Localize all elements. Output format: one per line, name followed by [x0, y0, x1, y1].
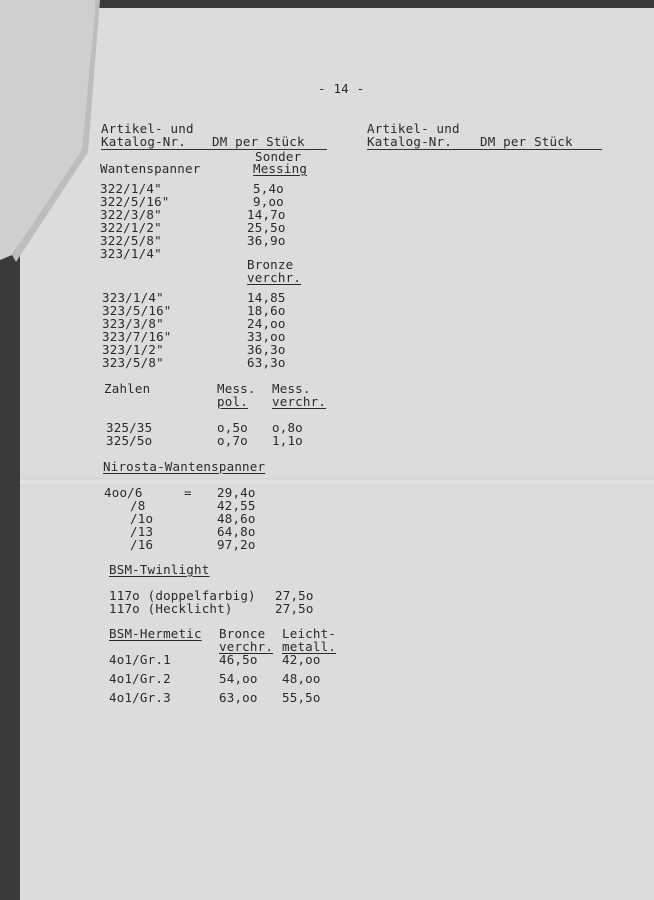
table-row-price: 24,oo: [247, 316, 286, 331]
left-header-price: DM per Stück: [212, 134, 305, 149]
table-row-price: 36,9o: [247, 233, 286, 248]
twinlight-title: BSM-Twinlight: [109, 562, 210, 577]
document-page: [20, 8, 654, 900]
table-row-nr: 323/5/16": [102, 303, 172, 318]
wantenspanner-sub1: Sonder: [255, 149, 302, 164]
table-row-nr: /16: [130, 537, 154, 552]
table-row-nr: 325/35: [106, 420, 153, 435]
table-row-nr: 323/1/2": [102, 342, 164, 357]
table-row-price: 64,8o: [217, 524, 256, 539]
table-row-nr: 322/5/8": [100, 233, 162, 248]
table-row-value: o,8o: [272, 420, 303, 435]
table-row-nr: 117o (Hecklicht): [109, 601, 233, 616]
table-row-value: 42,oo: [282, 652, 321, 667]
table-row-value: o,5o: [217, 420, 248, 435]
table-row-value: 54,oo: [219, 671, 258, 686]
table-row-nr: 117o (doppelfarbig): [109, 588, 256, 603]
zahlen-col2-a: Mess.: [272, 381, 311, 396]
table-row-price: 42,55: [217, 498, 256, 513]
table-row-price: 5,4o: [253, 181, 284, 196]
table-row-price: 18,6o: [247, 303, 286, 318]
right-header-price: DM per Stück: [480, 134, 573, 149]
table-row-price: 27,5o: [275, 588, 314, 603]
zahlen-col1-a: Mess.: [217, 381, 256, 396]
table-row-price: 14,7o: [247, 207, 286, 222]
table-row-price: 27,5o: [275, 601, 314, 616]
table-row-price: 14,85: [247, 290, 286, 305]
table-row-nr: 322/5/16": [100, 194, 170, 209]
table-row-price: 48,6o: [217, 511, 256, 526]
right-header-artikel: Artikel- und: [367, 121, 460, 136]
page-number: - 14 -: [318, 81, 365, 96]
table-row-value: 63,oo: [219, 690, 258, 705]
bronze-header-1: Bronze: [247, 257, 294, 272]
wantenspanner-title: Wantenspanner: [100, 161, 201, 176]
table-row-value: o,7o: [217, 433, 248, 448]
table-row-price: 25,5o: [247, 220, 286, 235]
table-row-nr: /8: [130, 498, 146, 513]
hermetic-col2-a: Leicht-: [282, 626, 337, 641]
table-row-price: 97,2o: [217, 537, 256, 552]
table-row-price: 63,3o: [247, 355, 286, 370]
table-row-nr: /1o: [130, 511, 154, 526]
table-row-value: 46,5o: [219, 652, 258, 667]
table-row-nr: 323/1/4": [100, 246, 162, 261]
table-row-nr: 4o1/Gr.2: [109, 671, 171, 686]
table-row-price: 29,4o: [217, 485, 256, 500]
table-row-price: 33,oo: [247, 329, 286, 344]
bronze-header-2: verchr.: [247, 270, 302, 285]
zahlen-title: Zahlen: [104, 381, 151, 396]
hermetic-col2-b: metall.: [282, 639, 337, 654]
table-row-nr: 323/7/16": [102, 329, 172, 344]
table-row-nr: 323/1/4": [102, 290, 164, 305]
zahlen-col1-b: pol.: [217, 394, 248, 409]
left-header-katalog: Katalog-Nr.: [101, 134, 186, 149]
table-row-nr: 325/5o: [106, 433, 153, 448]
table-row-nr: 4o1/Gr.3: [109, 690, 171, 705]
zahlen-col2-b: verchr.: [272, 394, 327, 409]
table-row-nr: 4o1/Gr.1: [109, 652, 171, 667]
table-row-nr: 323/5/8": [102, 355, 164, 370]
right-header-katalog: Katalog-Nr.: [367, 134, 452, 149]
wantenspanner-sub2: Messing: [253, 161, 308, 176]
table-row-nr: 4oo/6: [104, 485, 143, 500]
table-row-nr: 322/1/4": [100, 181, 162, 196]
table-row-price: 9,oo: [253, 194, 284, 209]
table-row-nr: /13: [130, 524, 154, 539]
nirosta-title: Nirosta-Wantenspanner: [103, 459, 266, 474]
left-header-artikel: Artikel- und: [101, 121, 194, 136]
table-row-nr: 323/3/8": [102, 316, 164, 331]
table-row-nr: 322/3/8": [100, 207, 162, 222]
hermetic-title: BSM-Hermetic: [109, 626, 202, 641]
table-row-price: 36,3o: [247, 342, 286, 357]
table-row-nr: 322/1/2": [100, 220, 162, 235]
hermetic-col1-a: Bronce: [219, 626, 266, 641]
table-row-value: 55,5o: [282, 690, 321, 705]
table-row-value: 1,1o: [272, 433, 303, 448]
table-row-value: 48,oo: [282, 671, 321, 686]
hermetic-col1-b: verchr.: [219, 639, 274, 654]
right-header-rule: [367, 149, 602, 150]
nirosta-equals: =: [184, 485, 192, 500]
